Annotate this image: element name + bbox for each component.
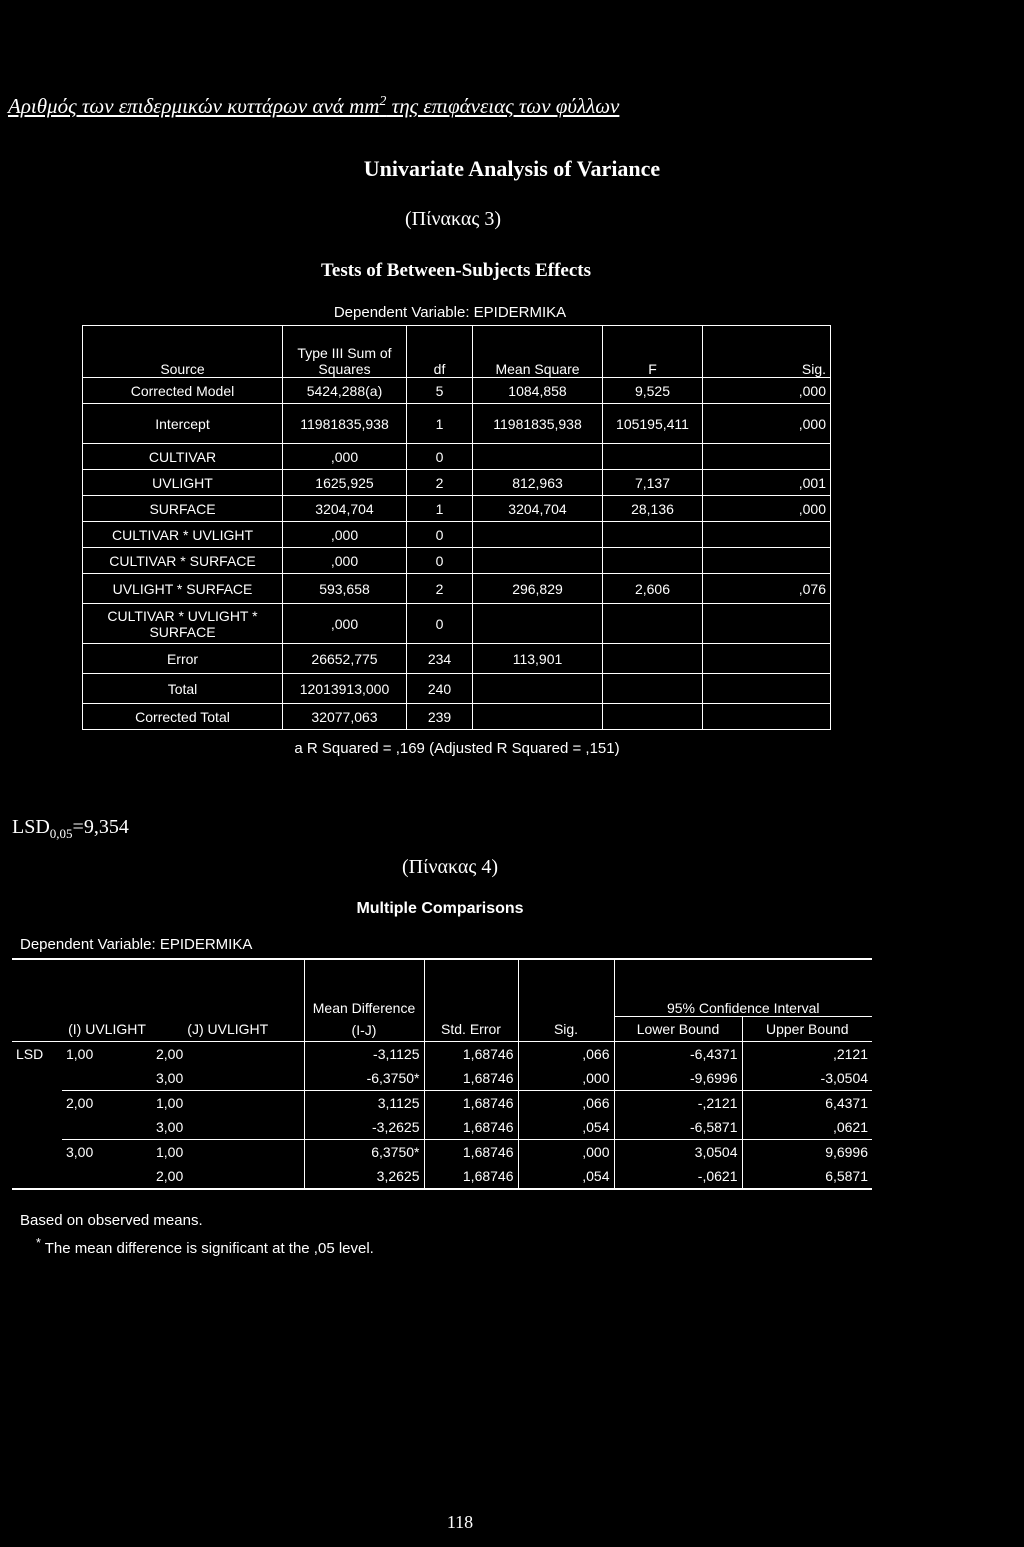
tests-title: Tests of Between-Subjects Effects bbox=[321, 260, 591, 281]
multiple-comparisons-title: Multiple Comparisons bbox=[356, 900, 524, 917]
header-df: df bbox=[407, 326, 473, 378]
mc-cell-i bbox=[62, 1164, 152, 1189]
anova-cell-mean-square: 11981835,938 bbox=[473, 404, 603, 444]
significance-star: * bbox=[36, 1236, 41, 1250]
header-sig: Sig. bbox=[703, 326, 831, 378]
anova-row bbox=[83, 470, 831, 496]
anova-cell-mean-square bbox=[473, 444, 603, 470]
mc-method-cell bbox=[12, 1115, 62, 1140]
anova-cell-mean-square: 1084,858 bbox=[473, 378, 603, 404]
mc-cell-std-error: 1,68746 bbox=[424, 1115, 518, 1140]
anova-cell-mean-square: 113,901 bbox=[473, 644, 603, 674]
anova-cell-df: 1 bbox=[407, 404, 473, 444]
mc-dependent-variable-label: Dependent Variable: EPIDERMIKA bbox=[20, 936, 253, 953]
mc-cell-sig: ,066 bbox=[518, 1042, 614, 1067]
mc-row bbox=[12, 1066, 872, 1091]
anova-cell-mean-square bbox=[473, 704, 603, 730]
anova-cell-sum-of-squares: 1625,925 bbox=[283, 470, 407, 496]
header-sum-of-squares: Type III Sum of Squares bbox=[283, 326, 407, 378]
mc-cell-lower-bound: -,0621 bbox=[614, 1164, 742, 1189]
anova-cell-f-value bbox=[603, 674, 703, 704]
header-confidence-interval: 95% Confidence Interval bbox=[614, 959, 872, 1017]
header-lower-bound: Lower Bound bbox=[614, 1017, 742, 1042]
multiple-comparisons-table bbox=[12, 958, 872, 1190]
mc-cell-std-error: 1,68746 bbox=[424, 1042, 518, 1067]
mc-cell-sig: ,054 bbox=[518, 1164, 614, 1189]
lsd-value bbox=[12, 816, 129, 842]
page-number: 118 bbox=[446, 1512, 474, 1532]
lsd-main: LSD bbox=[12, 816, 50, 838]
mc-row bbox=[12, 1091, 872, 1116]
mc-cell-i: 3,00 bbox=[62, 1140, 152, 1165]
table3-caption: (Πίνακας 3) bbox=[405, 208, 501, 230]
anova-cell-mean-square: 296,829 bbox=[473, 574, 603, 604]
mc-cell-j: 3,00 bbox=[156, 1070, 184, 1086]
mc-cell-lower-bound: -6,4371 bbox=[614, 1042, 742, 1067]
mc-method-cell bbox=[12, 1164, 62, 1189]
anova-row bbox=[83, 496, 831, 522]
anova-row bbox=[83, 704, 831, 730]
mc-method-cell: LSD bbox=[12, 1042, 62, 1067]
anova-cell-f-value: 28,136 bbox=[603, 496, 703, 522]
mc-row bbox=[12, 1164, 872, 1189]
anova-cell-sig: ,000 bbox=[703, 378, 831, 404]
mc-row bbox=[12, 1115, 872, 1140]
anova-cell-f-value bbox=[603, 604, 703, 644]
mc-note-observed-means: Based on observed means. bbox=[20, 1212, 203, 1229]
anova-row bbox=[83, 522, 831, 548]
anova-table bbox=[82, 325, 831, 730]
anova-cell-sum-of-squares: 11981835,938 bbox=[283, 404, 407, 444]
mc-cell-std-error: 1,68746 bbox=[424, 1140, 518, 1165]
anova-body bbox=[83, 326, 831, 730]
anova-cell-df: 1 bbox=[407, 496, 473, 522]
anova-cell-sum-of-squares: ,000 bbox=[283, 522, 407, 548]
lsd-number: =9,354 bbox=[72, 816, 129, 838]
anova-cell-source: CULTIVAR * UVLIGHT * SURFACE bbox=[83, 604, 283, 644]
header-upper-bound: Upper Bound bbox=[742, 1017, 872, 1042]
anova-cell-source: Error bbox=[83, 644, 283, 674]
anova-cell-f-value bbox=[603, 444, 703, 470]
header-mc-sig: Sig. bbox=[518, 1017, 614, 1042]
mc-method-cell bbox=[12, 1066, 62, 1091]
mc-cell-upper-bound: -3,0504 bbox=[742, 1066, 872, 1091]
mc-cell-sig: ,066 bbox=[518, 1091, 614, 1116]
anova-cell-f-value bbox=[603, 522, 703, 548]
anova-cell-f-value bbox=[603, 548, 703, 574]
anova-cell-source: SURFACE bbox=[83, 496, 283, 522]
anova-cell-sig bbox=[703, 522, 831, 548]
mc-cell-lower-bound: -,2121 bbox=[614, 1091, 742, 1116]
anova-row bbox=[83, 444, 831, 470]
anova-cell-df: 0 bbox=[407, 604, 473, 644]
anova-header-row bbox=[83, 326, 831, 378]
anova-cell-source: Intercept bbox=[83, 404, 283, 444]
mc-cell-mean-difference: -3,2625 bbox=[304, 1115, 424, 1140]
lsd-sub: 0,05 bbox=[49, 826, 73, 841]
anova-row bbox=[83, 574, 831, 604]
mc-header-row-2 bbox=[12, 1017, 872, 1042]
anova-cell-mean-square bbox=[473, 548, 603, 574]
mc-row bbox=[12, 1140, 872, 1165]
anova-row bbox=[83, 378, 831, 404]
mc-cell-upper-bound: 9,6996 bbox=[742, 1140, 872, 1165]
anova-cell-sum-of-squares: 12013913,000 bbox=[283, 674, 407, 704]
mc-cell-upper-bound: ,2121 bbox=[742, 1042, 872, 1067]
anova-cell-sum-of-squares: 5424,288(a) bbox=[283, 378, 407, 404]
anova-row bbox=[83, 674, 831, 704]
mc-cell-sig: ,000 bbox=[518, 1066, 614, 1091]
anova-cell-df: 5 bbox=[407, 378, 473, 404]
anova-cell-mean-square: 3204,704 bbox=[473, 496, 603, 522]
mc-cell-mean-difference: 3,1125 bbox=[304, 1091, 424, 1116]
mc-cell-upper-bound: 6,4371 bbox=[742, 1091, 872, 1116]
anova-cell-df: 240 bbox=[407, 674, 473, 704]
mc-cell-mean-difference: 6,3750* bbox=[304, 1140, 424, 1165]
header-f: F bbox=[603, 326, 703, 378]
anova-cell-f-value bbox=[603, 644, 703, 674]
header-j-uvlight: (J) UVLIGHT bbox=[187, 1020, 269, 1037]
mc-cell-j: 1,00 bbox=[152, 1140, 304, 1165]
anova-cell-df: 2 bbox=[407, 470, 473, 496]
mc-cell-std-error: 1,68746 bbox=[424, 1091, 518, 1116]
mc-header-row-1 bbox=[12, 959, 872, 1017]
mc-cell-j: 3,00 bbox=[156, 1119, 184, 1135]
mc-cell-mean-difference: 3,2625 bbox=[304, 1164, 424, 1189]
mc-cell-mean-difference: -6,3750* bbox=[304, 1066, 424, 1091]
anova-cell-sig: ,001 bbox=[703, 470, 831, 496]
mc-cell-sig: ,000 bbox=[518, 1140, 614, 1165]
anova-cell-source: UVLIGHT bbox=[83, 470, 283, 496]
anova-cell-sig: ,076 bbox=[703, 574, 831, 604]
header-i-uvlight: (I) UVLIGHT bbox=[68, 1020, 146, 1037]
anova-cell-df: 234 bbox=[407, 644, 473, 674]
anova-cell-df: 0 bbox=[407, 548, 473, 574]
anova-cell-source: Corrected Model bbox=[83, 378, 283, 404]
anova-cell-sig: ,000 bbox=[703, 404, 831, 444]
header-mean-difference: Mean Difference (I-J) bbox=[304, 959, 424, 1042]
anova-cell-source: CULTIVAR bbox=[83, 444, 283, 470]
anova-cell-df: 0 bbox=[407, 522, 473, 548]
heading-text: Αριθμός των επιδερμικών κυττάρων ανά mm bbox=[8, 94, 380, 118]
anova-cell-sum-of-squares: 3204,704 bbox=[283, 496, 407, 522]
mc-method-cell bbox=[12, 1140, 62, 1165]
anova-cell-df: 239 bbox=[407, 704, 473, 730]
anova-row bbox=[83, 604, 831, 644]
anova-cell-sig bbox=[703, 604, 831, 644]
anova-cell-source: UVLIGHT * SURFACE bbox=[83, 574, 283, 604]
anova-cell-sum-of-squares: ,000 bbox=[283, 548, 407, 574]
anova-cell-sum-of-squares: 26652,775 bbox=[283, 644, 407, 674]
anova-cell-sig bbox=[703, 704, 831, 730]
anova-cell-mean-square: 812,963 bbox=[473, 470, 603, 496]
anova-cell-f-value: 2,606 bbox=[603, 574, 703, 604]
mc-cell-upper-bound: 6,5871 bbox=[742, 1164, 872, 1189]
anova-cell-sum-of-squares: ,000 bbox=[283, 604, 407, 644]
dependent-variable-label: Dependent Variable: EPIDERMIKA bbox=[333, 304, 567, 321]
anova-cell-f-value: 105195,411 bbox=[603, 404, 703, 444]
anova-row bbox=[83, 404, 831, 444]
anova-cell-sig bbox=[703, 444, 831, 470]
anova-cell-df: 2 bbox=[407, 574, 473, 604]
mc-cell-lower-bound: -9,6996 bbox=[614, 1066, 742, 1091]
anova-cell-f-value: 7,137 bbox=[603, 470, 703, 496]
mc-method-cell bbox=[12, 1091, 62, 1116]
header-source: Source bbox=[83, 326, 283, 378]
table4-caption: (Πίνακας 4) bbox=[402, 856, 498, 878]
header-mean-square: Mean Square bbox=[473, 326, 603, 378]
anova-cell-sig bbox=[703, 644, 831, 674]
mc-cell-j: 1,00 bbox=[152, 1091, 304, 1116]
anova-cell-f-value: 9,525 bbox=[603, 378, 703, 404]
anova-cell-sum-of-squares: 32077,063 bbox=[283, 704, 407, 730]
main-heading bbox=[8, 94, 1018, 119]
mc-cell-i: 1,00 bbox=[62, 1042, 152, 1067]
anova-cell-df: 0 bbox=[407, 444, 473, 470]
anova-row bbox=[83, 548, 831, 574]
mc-cell-i: 2,00 bbox=[62, 1091, 152, 1116]
anova-cell-sig: ,000 bbox=[703, 496, 831, 522]
anova-cell-sig bbox=[703, 674, 831, 704]
mc-cell-mean-difference: -3,1125 bbox=[304, 1042, 424, 1067]
header-std-error: Std. Error bbox=[424, 1017, 518, 1042]
anova-cell-mean-square bbox=[473, 674, 603, 704]
mc-cell-j: 2,00 bbox=[152, 1042, 304, 1067]
mc-body bbox=[12, 959, 872, 1189]
mc-cell-i bbox=[62, 1066, 152, 1091]
anova-cell-source: Total bbox=[83, 674, 283, 704]
significance-text: The mean difference is significant at the ,05 level. bbox=[40, 1240, 374, 1257]
anova-cell-f-value bbox=[603, 704, 703, 730]
anova-cell-mean-square bbox=[473, 522, 603, 548]
anova-cell-sum-of-squares: ,000 bbox=[283, 444, 407, 470]
anova-cell-mean-square bbox=[473, 604, 603, 644]
mc-row bbox=[12, 1042, 872, 1067]
mc-cell-j: 2,00 bbox=[152, 1164, 304, 1189]
mc-cell-sig: ,054 bbox=[518, 1115, 614, 1140]
anova-footnote: a R Squared = ,169 (Adjusted R Squared = ,151) bbox=[294, 740, 620, 757]
mc-cell-std-error: 1,68746 bbox=[424, 1066, 518, 1091]
analysis-title: Univariate Analysis of Variance bbox=[363, 156, 661, 181]
heading-superscript: 2 bbox=[379, 94, 387, 109]
anova-cell-source: CULTIVAR * SURFACE bbox=[83, 548, 283, 574]
mc-cell-std-error: 1,68746 bbox=[424, 1164, 518, 1189]
mc-note-significance bbox=[36, 1236, 374, 1257]
mc-cell-lower-bound: -6,5871 bbox=[614, 1115, 742, 1140]
anova-cell-source: CULTIVAR * UVLIGHT bbox=[83, 522, 283, 548]
mc-cell-lower-bound: 3,0504 bbox=[614, 1140, 742, 1165]
anova-row bbox=[83, 644, 831, 674]
anova-cell-sig bbox=[703, 548, 831, 574]
heading-text-end: της επιφάνειας των φύλλων bbox=[386, 94, 620, 118]
anova-cell-source: Corrected Total bbox=[83, 704, 283, 730]
anova-cell-sum-of-squares: 593,658 bbox=[283, 574, 407, 604]
mc-cell-i bbox=[62, 1115, 152, 1140]
mc-cell-upper-bound: ,0621 bbox=[742, 1115, 872, 1140]
